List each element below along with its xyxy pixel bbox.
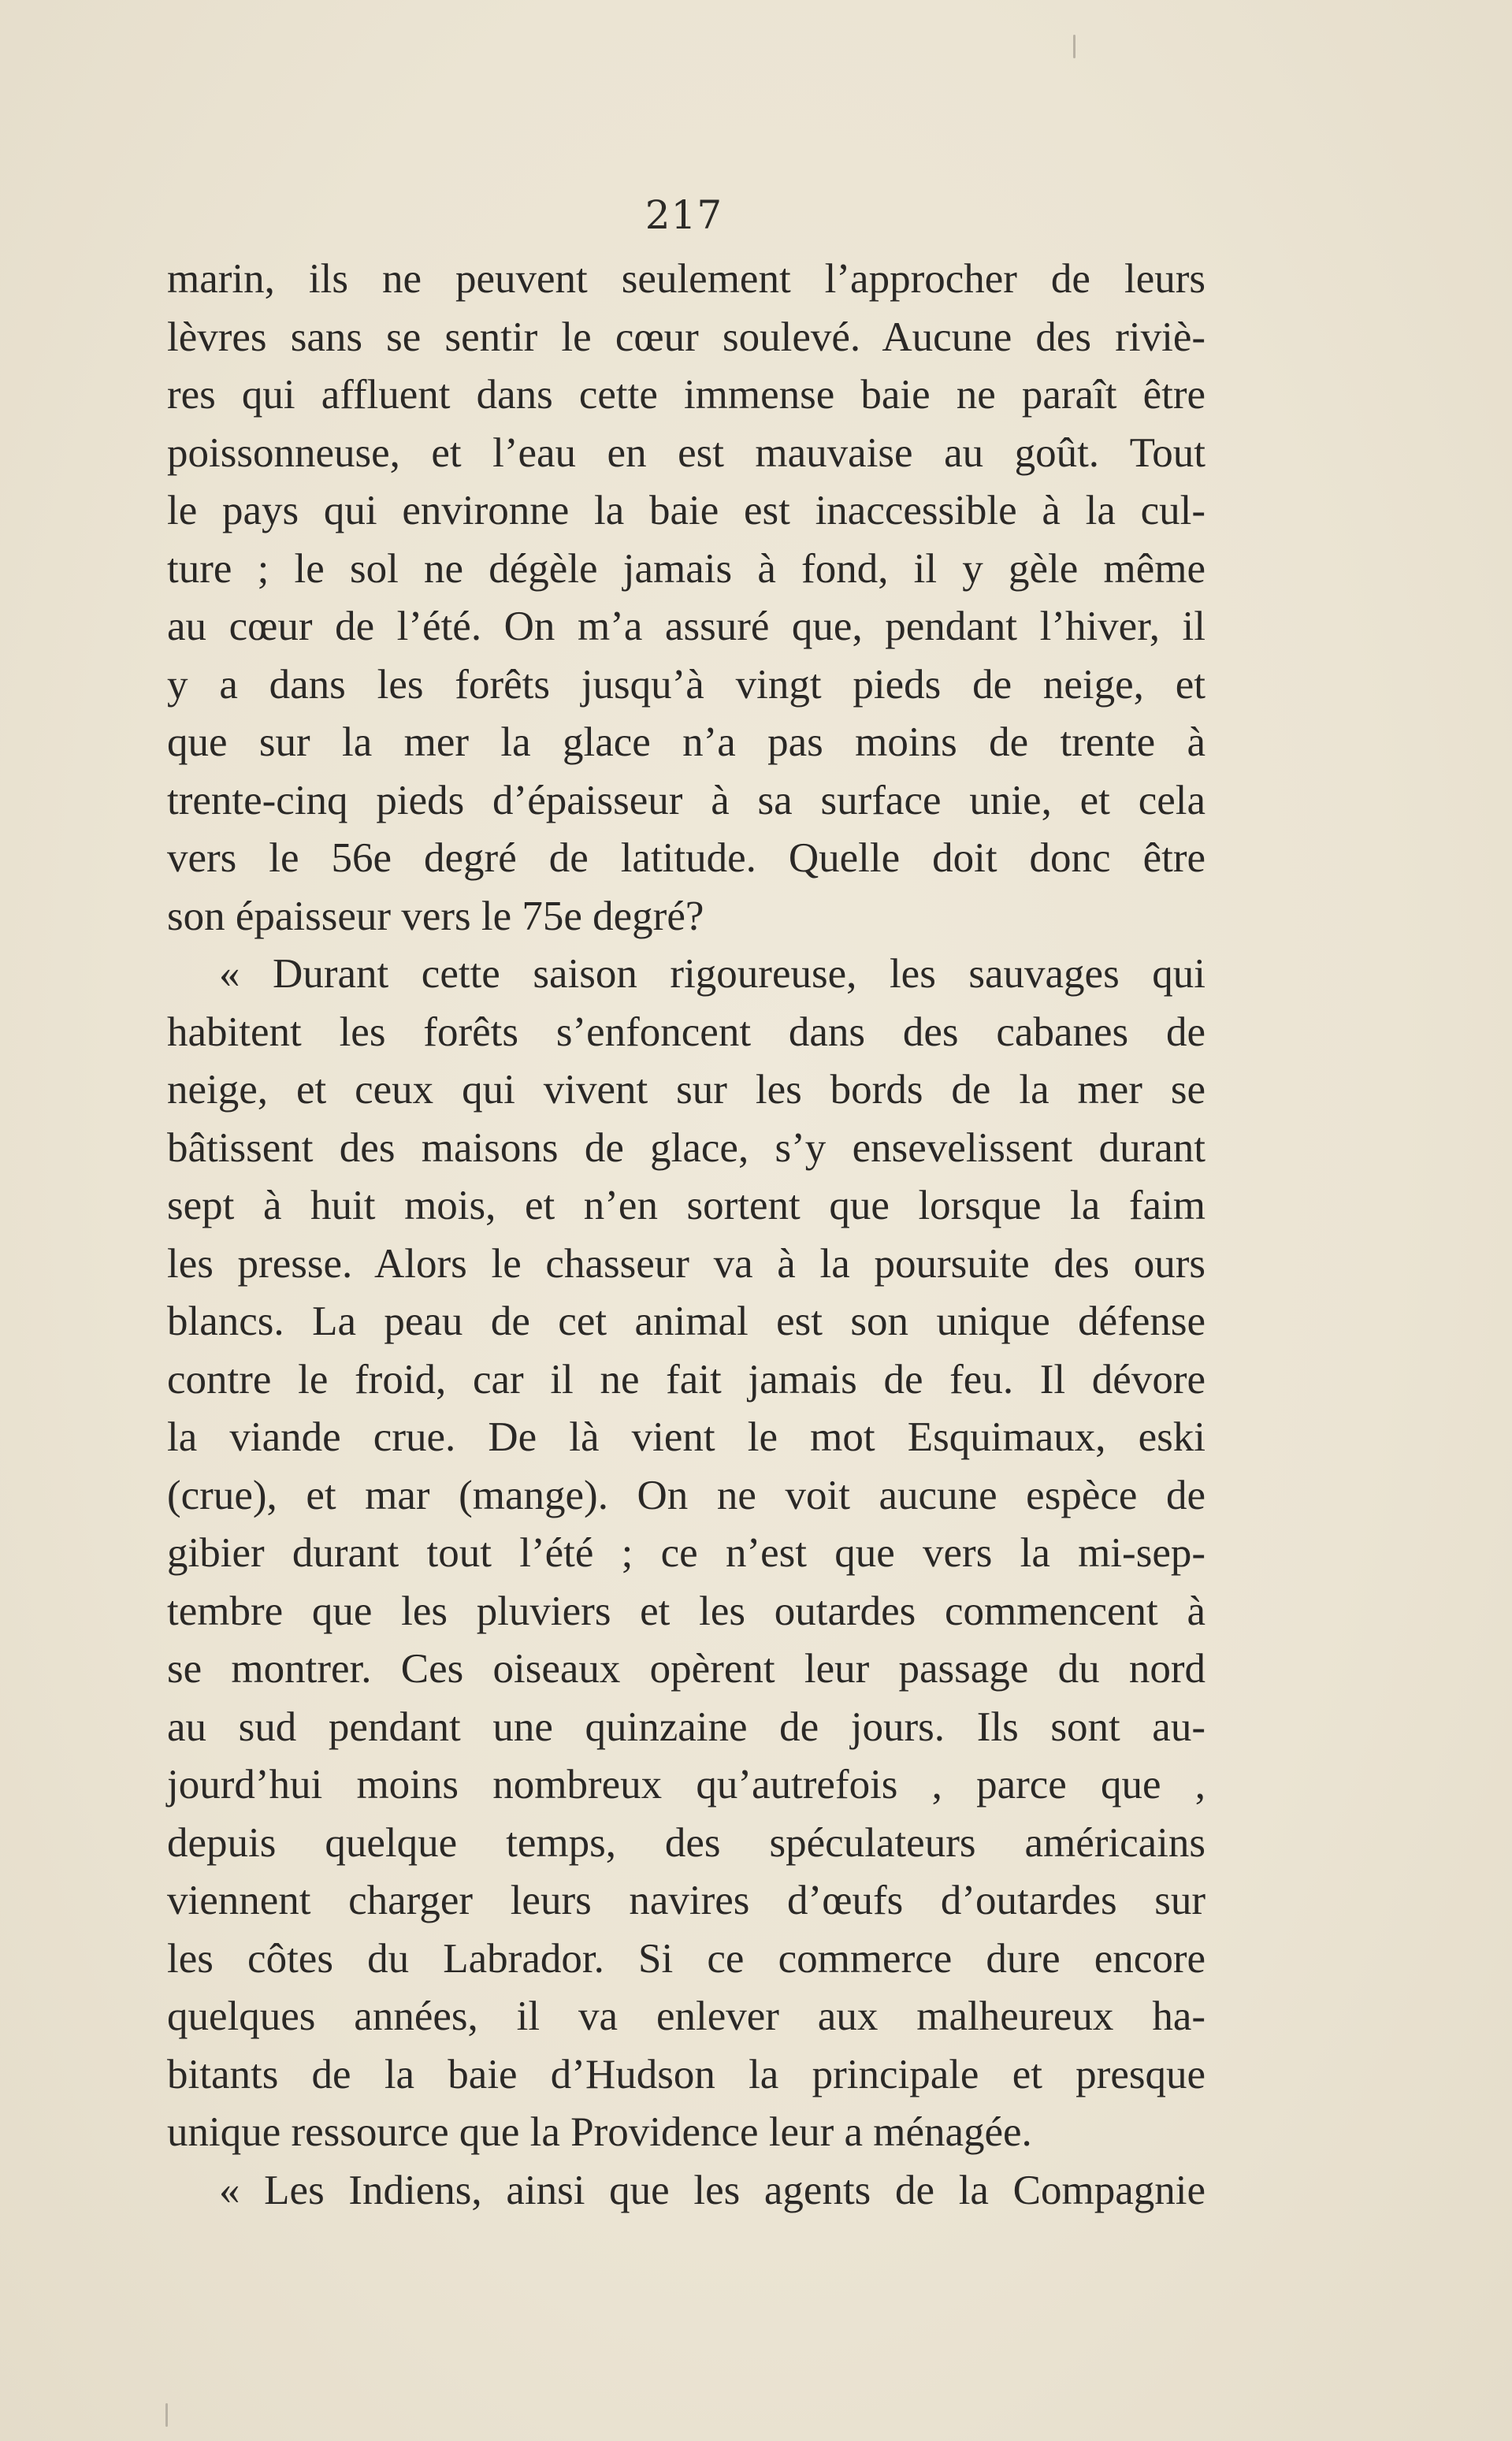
- text-line: blancs. La peau de cet animal est son unique défense: [167, 1299, 1206, 1344]
- text-line: marin, ils ne peuvent seulement l’approcher de leurs: [167, 256, 1206, 302]
- text-line: y a dans les forêts jusqu’à vingt pieds de neige, et: [167, 661, 1206, 708]
- text-line: jourd’hui moins nombreux qu’autrefois , parce que ,: [167, 1762, 1206, 1808]
- text-line: les côtes du Labrador. Si ce commerce dure encore: [167, 1935, 1206, 1982]
- text-line: poissonneuse, et l’eau en est mauvaise au goût. Tout: [167, 429, 1206, 476]
- text-line: les presse. Alors le chasseur va à la poursuite des ours: [167, 1240, 1206, 1287]
- page-number: 217: [645, 192, 723, 238]
- text-line: la viande crue. De là vient le mot Esquimaux, eski: [167, 1414, 1206, 1460]
- text-line: gibier durant tout l’été ; ce n’est que vers la mi-sep-: [167, 1530, 1206, 1576]
- text-line: bâtissent des maisons de glace, s’y ensevelissent durant: [167, 1124, 1206, 1171]
- text-line: vers le 56e degré de latitude. Quelle doit donc être: [167, 835, 1206, 881]
- text-line: trente-cinq pieds d’épaisseur à sa surface unie, et cela: [167, 777, 1206, 823]
- text-line: le pays qui environne la baie est inaccessible à la cul-: [167, 488, 1206, 533]
- text-line: (crue), et mar (mange). On ne voit aucune espèce de: [167, 1472, 1206, 1518]
- text-line: quelques années, il va enlever aux malheureux ha-: [167, 1993, 1206, 2039]
- text-line: res qui affluent dans cette immense baie ne paraît être: [167, 372, 1206, 418]
- text-line: « Durant cette saison rigoureuse, les sauvages qui: [219, 951, 1206, 997]
- text-line: que sur la mer la glace n’a pas moins de trente à: [167, 719, 1206, 765]
- text-line: se montrer. Ces oiseaux opèrent leur passage du nord: [167, 1646, 1206, 1692]
- text-line: habitent les forêts s’enfoncent dans des cabanes de: [167, 1009, 1206, 1055]
- text-line: tembre que les pluviers et les outardes commencent à: [167, 1588, 1206, 1634]
- text-line: unique ressource que la Providence leur a ménagée.: [167, 2109, 1032, 2155]
- text-line: au cœur de l’été. On m’a assuré que, pendant l’hiver, il: [167, 604, 1206, 649]
- text-line: « Les Indiens, ainsi que les agents de la Compagnie: [219, 2167, 1206, 2213]
- text-line: sept à huit mois, et n’en sortent que lorsque la faim: [167, 1183, 1206, 1228]
- text-line: bitants de la baie d’Hudson la principale et presque: [167, 2051, 1206, 2097]
- text-line: depuis quelque temps, des spéculateurs américains: [167, 1819, 1206, 1866]
- text-line: au sud pendant une quinzaine de jours. Ils sont au-: [167, 1703, 1206, 1750]
- body-text: [167, 251, 1206, 2220]
- text-line: viennent charger leurs navires d’œufs d’outardes sur: [167, 1878, 1206, 1923]
- text-line: son épaisseur vers le 75e degré?: [167, 893, 704, 939]
- scan-mark-top: [1073, 35, 1075, 58]
- text-line: contre le froid, car il ne fait jamais de feu. Il dévore: [167, 1356, 1206, 1403]
- text-line: lèvres sans se sentir le cœur soulevé. Aucune des riviè-: [167, 314, 1206, 360]
- text-line: ture ; le sol ne dégèle jamais à fond, il y gèle même: [167, 545, 1206, 592]
- scan-mark-bottom: [165, 2403, 168, 2427]
- text-line: neige, et ceux qui vivent sur les bords de la mer se: [167, 1067, 1206, 1113]
